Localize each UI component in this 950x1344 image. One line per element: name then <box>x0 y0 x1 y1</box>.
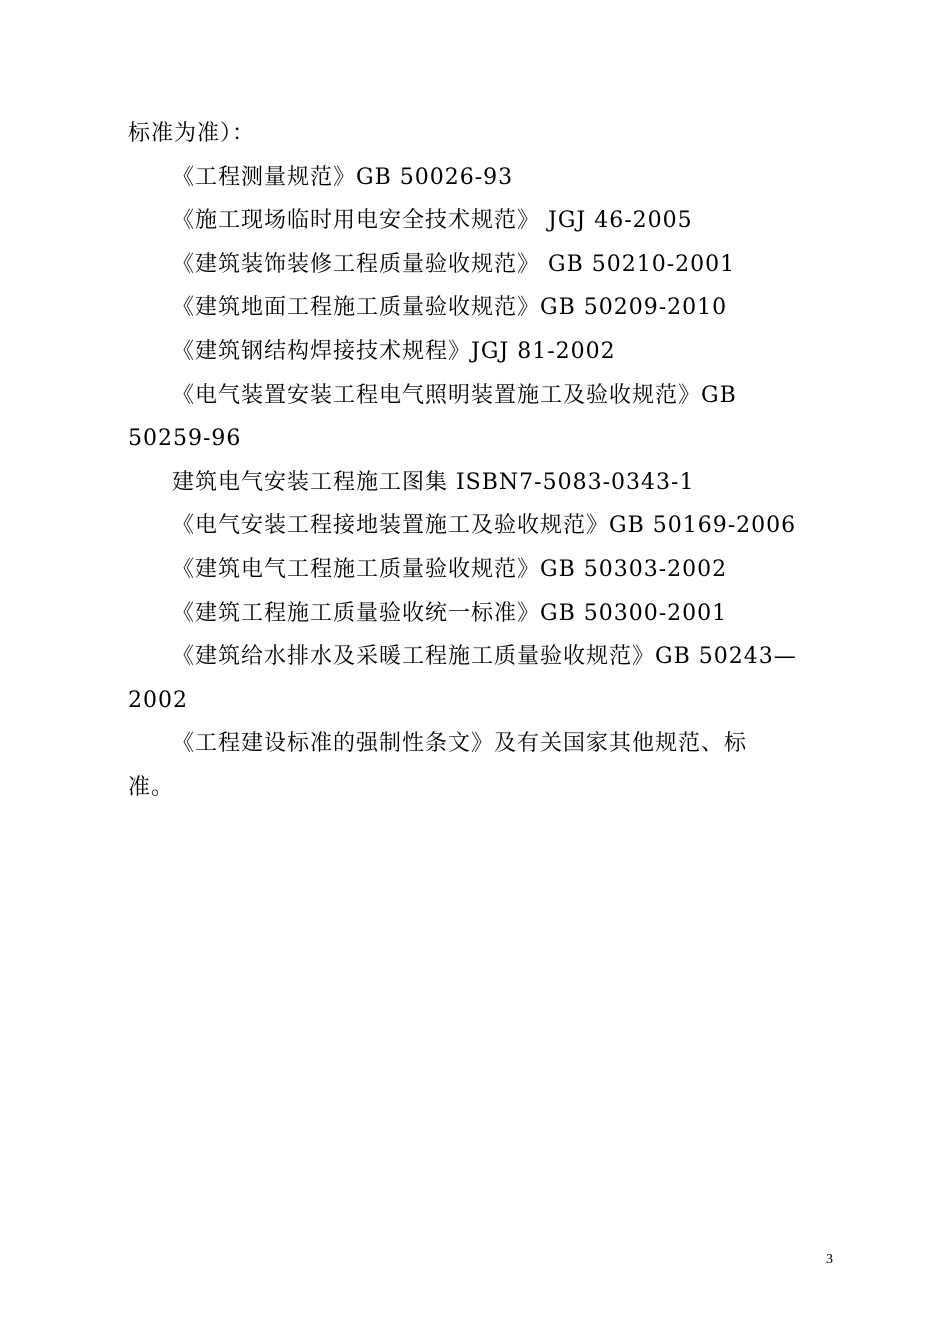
reference-engineering-survey: 《工程测量规范》GB 50026-93 <box>172 164 514 190</box>
reference-decoration-acceptance: 《建筑装饰装修工程质量验收规范》 GB 50210-2001 <box>172 251 736 277</box>
reference-lighting-installation-code: 50259-96 <box>128 426 242 452</box>
reference-steel-welding: 《建筑钢结构焊接技术规程》JGJ 81-2002 <box>172 338 616 364</box>
document-body <box>128 112 843 810</box>
reference-water-heating-acceptance-year: 2002 <box>128 687 188 713</box>
reference-unified-standard: 《建筑工程施工质量验收统一标准》GB 50300-2001 <box>172 600 728 626</box>
reference-electrical-acceptance: 《建筑电气工程施工质量验收规范》GB 50303-2002 <box>172 556 728 582</box>
reference-mandatory-provisions-end: 准。 <box>128 774 175 800</box>
text-line-standard-basis: 标准为准）： <box>128 121 256 146</box>
reference-grounding-installation: 《电气安装工程接地装置施工及验收规范》GB 50169-2006 <box>172 513 797 539</box>
reference-lighting-installation: 《电气装置安装工程电气照明装置施工及验收规范》GB <box>172 382 737 408</box>
reference-temporary-electricity: 《施工现场临时用电安全技术规范》 JGJ 46-2005 <box>172 208 693 234</box>
reference-water-heating-acceptance: 《建筑给水排水及采暖工程施工质量验收规范》GB 50243— <box>172 644 797 670</box>
page-number: 3 <box>826 1252 833 1267</box>
reference-electrical-atlas: 建筑电气安装工程施工图集 ISBN7-5083-0343-1 <box>172 469 695 495</box>
reference-floor-acceptance: 《建筑地面工程施工质量验收规范》GB 50209-2010 <box>172 295 728 321</box>
reference-mandatory-provisions: 《工程建设标准的强制性条文》及有关国家其他规范、标 <box>172 731 748 757</box>
